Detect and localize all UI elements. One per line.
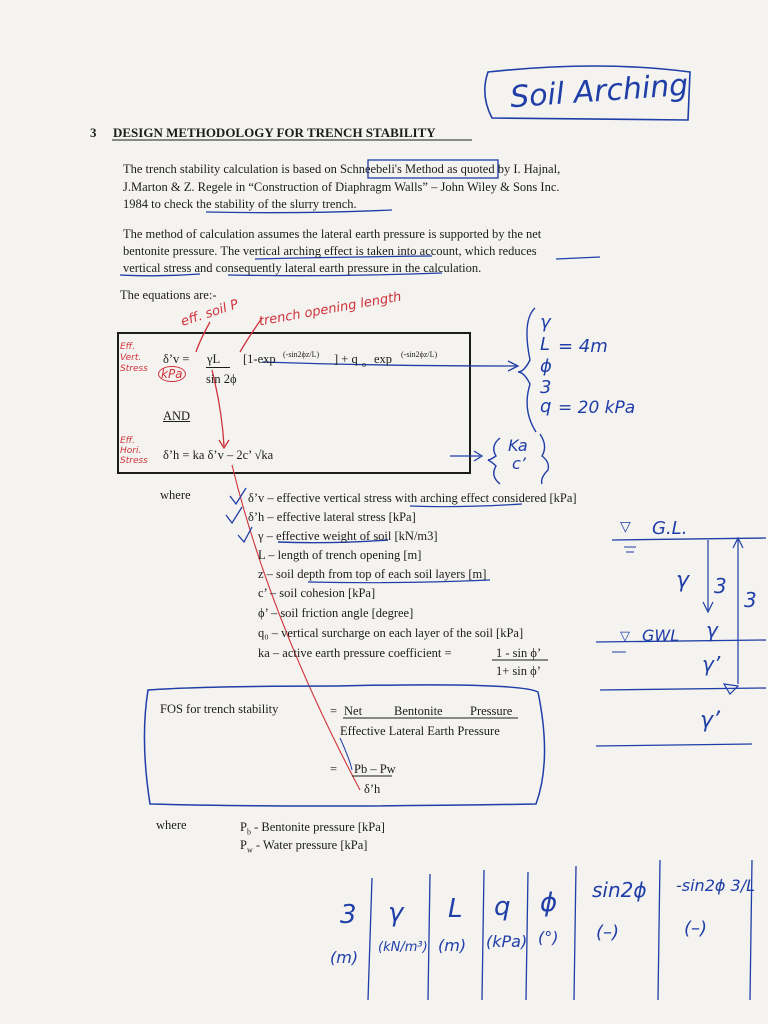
eq1-numerator: γL <box>207 352 221 366</box>
hw-c: c’ <box>512 454 526 473</box>
def-trench-length: L – length of trench opening [m] <box>258 548 422 562</box>
hw-gamma-prime-b: γ’ <box>700 708 721 733</box>
hw-gamma: γ <box>540 312 551 333</box>
para2-line3: vertical stress and consequently lateral earth pressure in the calculation. <box>123 261 482 275</box>
hw-gl: G.L. <box>652 518 688 539</box>
pressure-bentonite <box>240 820 385 840</box>
def-effective-weight: γ – effective weight of soil [kN/m3] <box>258 529 438 543</box>
eq1-q-sub: o <box>362 360 366 369</box>
pw-sub: w <box>246 845 253 855</box>
table-unit-gamma: (kN/m³) <box>378 940 428 955</box>
eq1-mid: ] + q <box>334 352 358 366</box>
eq1-lhs: δ’v = <box>163 352 190 366</box>
where-label: where <box>160 488 191 502</box>
ka-denominator: 1+ sin ϕ’ <box>496 664 541 678</box>
hw-gwl: GWL <box>642 626 680 645</box>
and-label: AND <box>163 409 191 423</box>
hw-L-value: = 4m <box>558 336 608 357</box>
fos-num-pressure: Pressure <box>470 704 513 718</box>
pb-symbol: P <box>240 820 247 834</box>
para2-line1: The method of calculation assumes the lateral earth pressure is supported by the net <box>123 227 542 241</box>
table-header-phi: ϕ <box>540 888 558 918</box>
hw-gamma-b: γ <box>706 618 718 642</box>
para1-line1: The trench stability calculation is based on Schneebeli's Method as quoted by I. Hajnal, <box>123 162 561 176</box>
table-unit-L: (m) <box>438 936 467 955</box>
fos-label: FOS for trench stability <box>160 702 279 716</box>
eq1-exp1: (-sin2ϕz/L) <box>283 350 320 359</box>
gwl-marker-icon: ▽ <box>620 628 630 643</box>
eq1-denominator: sin 2ϕ <box>206 372 237 386</box>
note-eff-hori-stress: Eff. Hori. Stress <box>120 436 148 466</box>
eq1-bracket: [1-exp <box>243 352 276 366</box>
pw-symbol: P <box>240 838 247 852</box>
equations-intro: The equations are:- <box>120 288 217 302</box>
def-effective-vertical-stress: δ’v – effective vertical stress with arching effect considered [kPa] <box>248 491 577 505</box>
eq1-tail: exp <box>374 352 393 366</box>
hw-z-a: 3 <box>714 574 727 598</box>
hw-L: L <box>540 334 551 355</box>
annotation-title: Soil Arching <box>508 67 690 116</box>
def-effective-lateral-stress: δ’h – effective lateral stress [kPa] <box>248 510 416 524</box>
pb-sub: b <box>246 827 251 837</box>
table-header-z: 3 <box>340 900 357 930</box>
hw-z-right: 3 <box>744 588 757 612</box>
fos-eq2: = <box>330 762 338 776</box>
hw-q-value: = 20 kPa <box>558 398 636 418</box>
def-soil-depth: z – soil depth from top of each soil layers [m] <box>258 567 487 581</box>
table-unit-phi: (°) <box>538 928 559 947</box>
def-friction-angle: ϕ’ – soil friction angle [degree] <box>258 606 414 620</box>
hw-phi: ϕ <box>540 356 552 377</box>
hw-ka: Ka <box>508 436 528 455</box>
def-ka: ka – active earth pressure coefficient = <box>258 646 452 660</box>
gl-marker-icon: ▽ <box>620 520 631 535</box>
section-title: DESIGN METHODOLOGY FOR TRENCH STABILITY <box>113 125 436 140</box>
note-kpa: kPa <box>158 366 186 382</box>
def-surcharge: q₀ – vertical surcharge on each layer of the soil [kPa] <box>258 626 524 640</box>
table-header-sin2phi: sin2ϕ <box>592 878 647 902</box>
hw-q: q <box>540 396 552 417</box>
section-number: 3 <box>90 125 97 140</box>
table-header-L: L <box>448 894 463 924</box>
where2-label: where <box>156 818 187 832</box>
para1-line3: 1984 to check the stability of the slurry trench. <box>123 197 357 211</box>
table-header-q: q <box>494 892 511 922</box>
note-eff-soil-p: eff. soil P <box>179 297 241 330</box>
note-eff-vert-stress: Eff. Vert. Stress <box>120 342 148 374</box>
para2-line2: bentonite pressure. The vertical arching effect is taken into account, which reduces <box>123 244 537 258</box>
hw-gamma-a: γ <box>676 568 690 593</box>
pw-text: - Water pressure [kPa] <box>252 838 368 852</box>
table-header-neg-sin2phi: -sin2ϕ 3/L <box>676 876 755 895</box>
hw-z: 3 <box>540 377 552 398</box>
fos-den: Effective Lateral Earth Pressure <box>340 724 500 738</box>
table-unit-z: (m) <box>330 948 359 967</box>
fos-den-b: δ’h <box>364 782 381 796</box>
eq2: δ’h = ka δ’v – 2c’ √ka <box>163 448 274 462</box>
hw-gamma-prime-a: γ’ <box>702 652 721 676</box>
def-cohesion: c’ – soil cohesion [kPa] <box>258 586 376 600</box>
eq1-exp2: (-sin2ϕz/L) <box>401 350 438 359</box>
fos-num-bentonite: Bentonite <box>394 704 443 718</box>
table-header-gamma: γ <box>388 898 404 928</box>
para1-line2: J.Marton & Z. Regele in “Construction of Diaphragm Walls” – John Wiley & Sons Inc. <box>123 180 560 194</box>
table-unit-neg-sin2phi: (–) <box>684 918 708 939</box>
table-unit-q: (kPa) <box>486 932 528 951</box>
note-trench-length: trench opening length <box>257 289 403 330</box>
fos-num-net: Net <box>344 704 363 718</box>
pb-text: - Bentonite pressure [kPa] <box>250 820 385 834</box>
table-unit-sin2phi: (–) <box>596 922 620 943</box>
fos-num-b: Pb – Pw <box>354 762 396 776</box>
eq1-fraction-line <box>206 367 230 368</box>
fos-eq: = <box>330 704 338 718</box>
ka-numerator: 1 - sin ϕ’ <box>496 646 542 660</box>
pressure-water <box>240 838 367 858</box>
